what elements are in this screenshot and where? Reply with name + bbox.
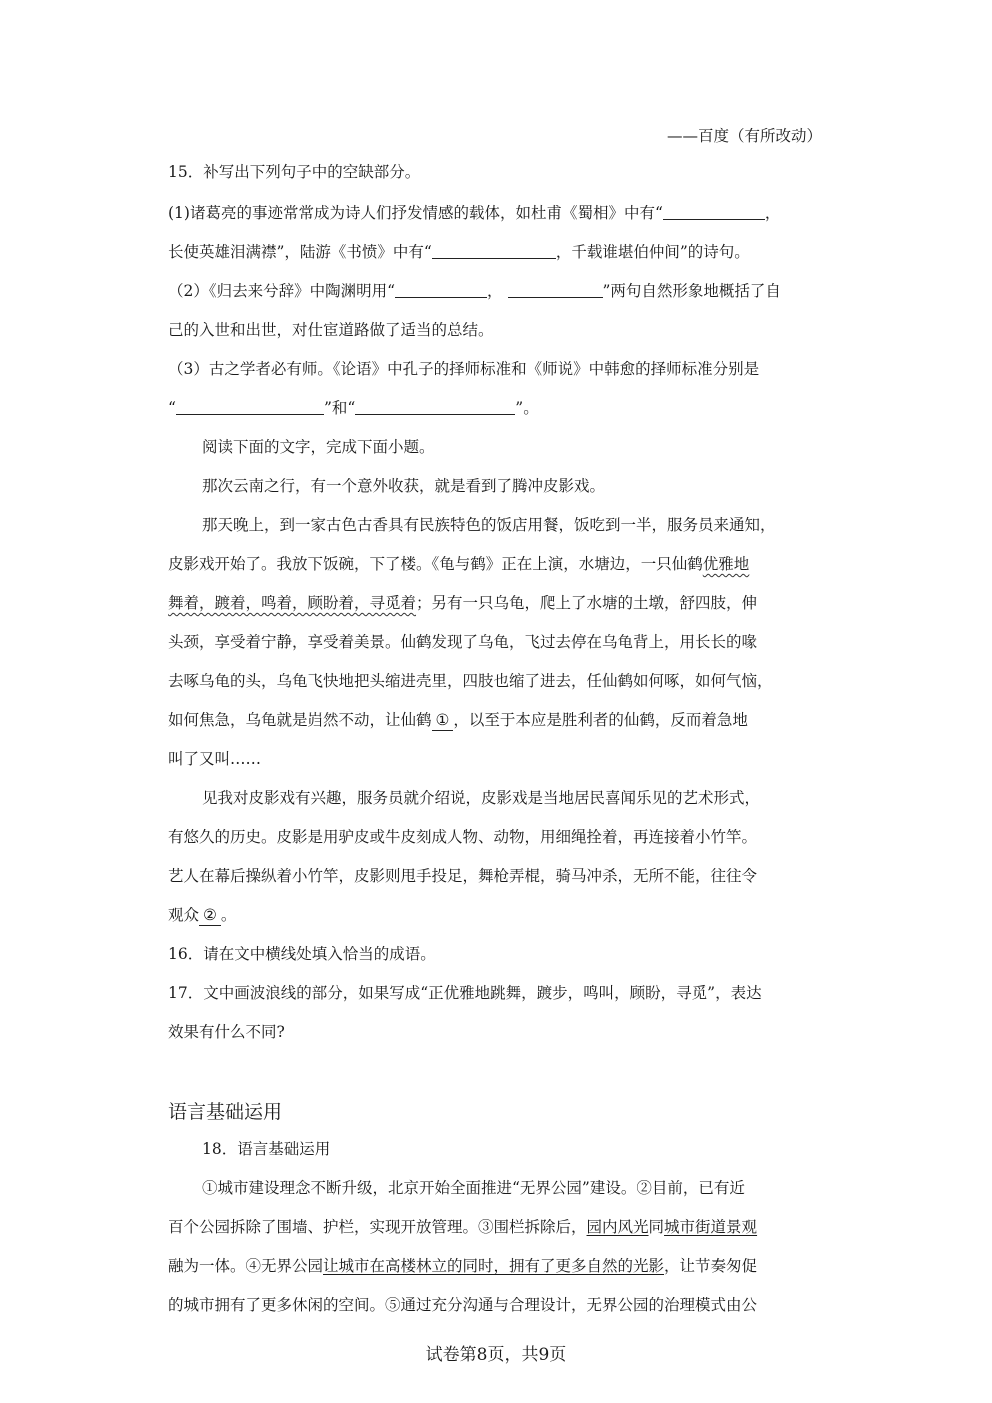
q17-line2: 效果有什么不同? [168, 1023, 285, 1041]
q18-line1: ①城市建设理念不断升级，北京开始全面推进“无界公园”建设。②目前，已有近 [202, 1179, 745, 1197]
wavy-underlined-text: 优雅地 [702, 555, 750, 573]
q16: 16．请在文中横线处填入恰当的成语。 [168, 945, 436, 963]
q18-line3 [168, 1256, 757, 1276]
underlined-text: 园内风光 [586, 1218, 649, 1236]
reading-para2-line4: 头颈，享受着宁静，享受着美景。仙鹤发现了乌龟，飞过去停在乌龟背上，用长长的喙 [168, 633, 758, 651]
q15-part1-text-d: ，千载谁堪伯仲间”的诗句。 [555, 243, 750, 261]
q15-title: 15．补写出下列句子中的空缺部分。 [168, 163, 421, 181]
source-attribution: ——百度（有所改动） [666, 127, 822, 145]
q18-text: 融为一体。④无界公园 [168, 1257, 324, 1275]
section-title: 语言基础运用 [168, 1101, 283, 1123]
q15-part2-text-a: （2）《归去来兮辞》中陶渊明用“ [168, 282, 396, 300]
blank-marker-2[interactable]: ② [199, 905, 221, 926]
answer-blank[interactable] [395, 281, 487, 298]
q15-part1-line1 [168, 203, 780, 223]
reading-text: 。 [220, 906, 237, 924]
answer-blank[interactable] [432, 242, 556, 259]
reading-intro: 阅读下面的文字，完成下面小题。 [202, 438, 435, 456]
q15-part3-line2 [168, 398, 539, 418]
underlined-text: 让城市在高楼林立的同时，拥有了更多自然的光影 [323, 1257, 665, 1275]
reading-para1: 那次云南之行，有一个意外收获，就是看到了腾冲皮影戏。 [202, 477, 606, 495]
q15-part3-text-d: ”。 [515, 399, 539, 417]
reading-text: 如何焦急，乌龟就是岿然不动，让仙鹤 [168, 711, 432, 729]
answer-blank[interactable] [355, 398, 515, 415]
q15-part2-line1 [168, 281, 781, 301]
underlined-text: 城市街道景观 [664, 1218, 758, 1236]
q15-part3-text-b: “ [168, 399, 176, 417]
q15-part3-line1: （3）古之学者必有师。《论语》中孔子的择师标准和《师说》中韩愈的择师标准分别是 [168, 360, 760, 378]
q15-part1-text-c: 长使英雄泪满襟”，陆游《书愤》中有“ [168, 243, 432, 261]
reading-text: 观众 [168, 906, 200, 924]
q18-line4: 的城市拥有了更多休闲的空间。⑤通过充分沟通与合理设计，无界公园的治理模式由公 [168, 1296, 758, 1314]
reading-text: 皮影戏开始了。我放下饭碗，下了楼。《龟与鹤》正在上演，水塘边，一只仙鹤 [168, 555, 703, 573]
reading-text: ；另有一只乌龟，爬上了水塘的土墩，舒四肢，伸 [416, 594, 758, 612]
page-footer: 试卷第8页，共9页 [425, 1345, 567, 1365]
reading-para3-line2: 有悠久的历史。皮影是用驴皮或牛皮刻成人物、动物，用细绳拴着，再连接着小竹竿。 [168, 828, 758, 846]
q18-text: 同 [648, 1218, 665, 1236]
q15-part2-text-c: ”两句自然形象地概括了自 [602, 282, 781, 300]
q18-text: ，让节奏匆促 [664, 1257, 758, 1275]
reading-para3-line4 [168, 905, 236, 926]
q15-part3-text-c: ”和“ [323, 399, 356, 417]
reading-para3-line3: 艺人在幕后操纵着小竹竿，皮影则甩手投足，舞枪弄棍，骑马冲杀，无所不能，往往令 [168, 867, 758, 885]
q18-title: 18．语言基础运用 [202, 1140, 331, 1158]
reading-para2-line7: 叫了又叫…… [168, 750, 262, 768]
q15-part1-text-a: (1)诸葛亮的事迹常常成为诗人们抒发情感的载体，如杜甫《蜀相》中有“ [168, 204, 663, 222]
reading-text: ，以至于本应是胜利者的仙鹤，反而着急地 [453, 711, 748, 729]
q15-part2-line2: 己的入世和出世，对仕宦道路做了适当的总结。 [168, 321, 494, 339]
wavy-underlined-text: 舞着，踱着，鸣着，顾盼着，寻觅着 [168, 594, 417, 612]
reading-para2-line2 [168, 554, 749, 574]
reading-para2-line6 [168, 710, 748, 731]
reading-para3-line1: 见我对皮影戏有兴趣，服务员就介绍说，皮影戏是当地居民喜闻乐见的艺术形式， [202, 789, 761, 807]
reading-para2-line1: 那天晚上，到一家古色古香具有民族特色的饭店用餐，饭吃到一半，服务员来通知， [202, 516, 776, 534]
q18-line2 [168, 1217, 757, 1237]
q15-part1-text-b: ， [764, 204, 781, 222]
reading-para2-line5: 去啄乌龟的头，乌龟飞快地把头缩进壳里，四肢也缩了进去，任仙鹤如何啄，如何气恼， [168, 672, 773, 690]
q17-line1: 17．文中画波浪线的部分，如果写成“正优雅地跳舞，踱步，鸣叫，顾盼，寻觅”，表达 [168, 984, 762, 1002]
answer-blank[interactable] [176, 398, 324, 415]
q15-part2-text-b: ， [487, 282, 503, 300]
answer-blank[interactable] [508, 281, 603, 298]
answer-blank[interactable] [663, 203, 765, 220]
q15-part1-line2 [168, 242, 750, 262]
reading-para2-line3 [168, 593, 757, 613]
blank-marker-1[interactable]: ① [432, 710, 454, 731]
q18-text: 百个公园拆除了围墙、护栏，实现开放管理。③围栏拆除后， [168, 1218, 587, 1236]
